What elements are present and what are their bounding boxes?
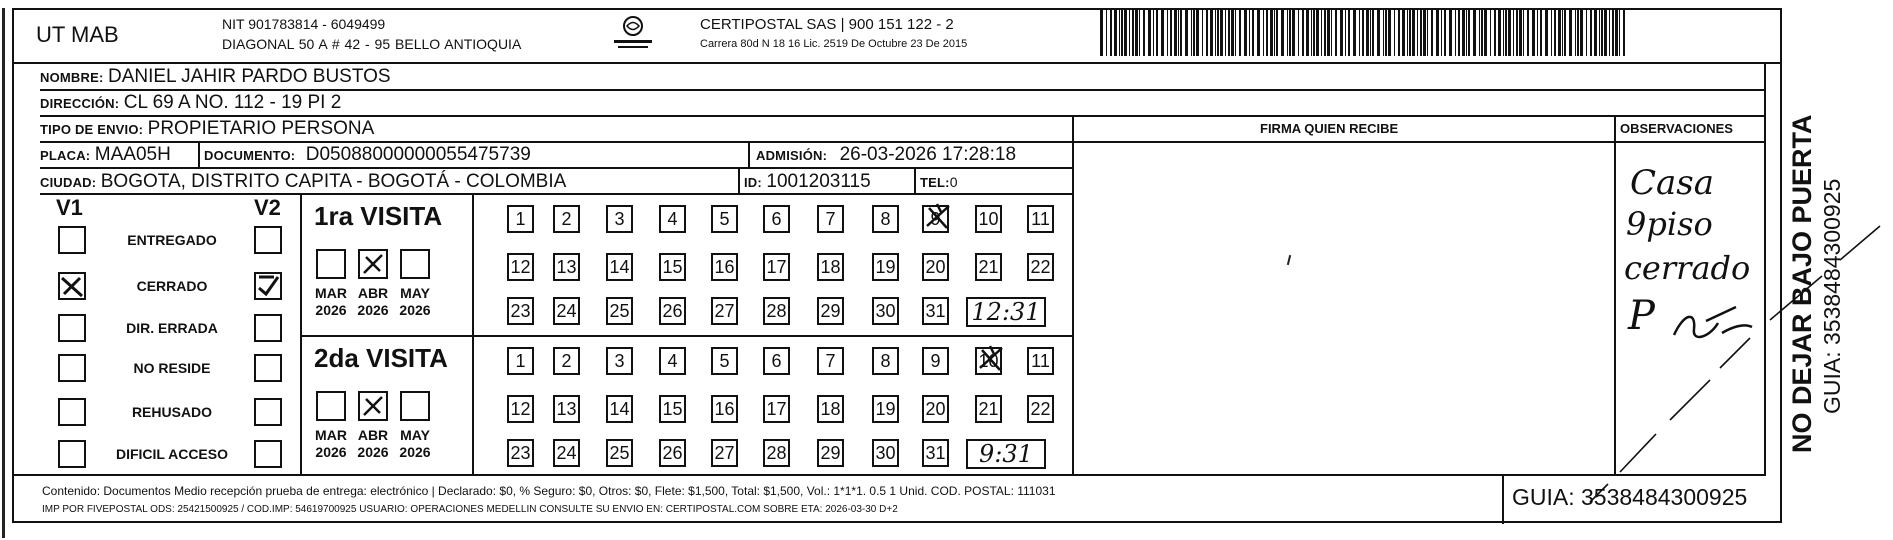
footer-imp: IMP POR FIVEPOSTAL ODS: 25421500925 / COD.IMP: 54619700925 USUARIO: OPERACIONES MEDELLIN CONSULTE SU ENVIO EN: CERTIPOSTAL.COM SOBRE ETA: 2026-03-30 D+2 xyxy=(42,504,898,515)
day-box[interactable]: 2 xyxy=(553,205,580,233)
month-label xyxy=(392,427,438,461)
footer-contents: Contenido: Documentos Medio recepción prueba de entrega: electrónico | Declarado: $0, % Seguro: $0, Otros: $0, Flete: $1,500, Total: $1,500, Vol.: 1*1*1. 0.5 1 Unid. COD. POSTAL: 111031 xyxy=(42,484,1056,498)
day-box[interactable]: 26 xyxy=(659,297,686,325)
company-nit: NIT 901783814 - 6049499 xyxy=(222,16,386,32)
signature-area xyxy=(1074,143,1614,474)
day-box[interactable]: 11 xyxy=(1027,347,1054,375)
day-box[interactable]: 31 xyxy=(922,439,949,467)
day-box[interactable]: 30 xyxy=(872,297,899,325)
day-box[interactable]: 21 xyxy=(975,253,1002,281)
tel-row xyxy=(920,174,957,190)
header-divider xyxy=(12,62,1782,64)
left-edge xyxy=(2,8,5,538)
plate-label: PLACA: xyxy=(40,148,91,163)
day-box[interactable]: 15 xyxy=(659,253,686,281)
day-box[interactable]: 22 xyxy=(1027,253,1054,281)
day-box[interactable]: 22 xyxy=(1027,395,1054,423)
cell-divider xyxy=(914,167,916,193)
admission-value: 26-03-2026 17:28:18 xyxy=(839,144,1017,165)
day-box[interactable]: 27 xyxy=(711,297,738,325)
months-right-border xyxy=(472,193,474,474)
month-checkbox[interactable] xyxy=(316,249,346,279)
month-name: MAY xyxy=(400,285,430,301)
type-row xyxy=(40,118,374,140)
id-row xyxy=(744,171,871,193)
month-year: 2026 xyxy=(399,302,431,318)
month-label xyxy=(350,427,396,461)
day-box[interactable]: 4 xyxy=(659,205,686,233)
barcode xyxy=(1100,10,1630,56)
company-name: UT MAB xyxy=(36,22,119,47)
v1-checkbox[interactable] xyxy=(58,440,86,468)
admission-row xyxy=(756,144,1016,166)
day-box[interactable]: 3 xyxy=(606,205,633,233)
month-year: 2026 xyxy=(357,444,389,460)
certipostal-logo xyxy=(608,14,658,52)
status-label: DIFICIL ACCESO xyxy=(115,446,228,462)
day-box[interactable]: 31 xyxy=(922,297,949,325)
observation-line-2: 9piso xyxy=(1626,205,1713,243)
v1-checkbox[interactable] xyxy=(58,226,86,254)
day-box[interactable]: 15 xyxy=(659,395,686,423)
day-box[interactable]: 1 xyxy=(507,347,534,375)
name-value: DANIEL JAHIR PARDO BUSTOS xyxy=(107,66,391,87)
day-box[interactable]: 7 xyxy=(817,347,844,375)
v1-checkbox[interactable] xyxy=(58,314,86,342)
day-box[interactable]: 23 xyxy=(507,297,534,325)
month-label xyxy=(308,285,354,319)
type-value: PROPIETARIO PERSONA xyxy=(147,118,375,139)
visit-divider xyxy=(300,335,1074,337)
day-box[interactable]: 3 xyxy=(606,347,633,375)
time-box[interactable]: 12:31 xyxy=(966,297,1046,327)
day-mark xyxy=(976,344,1006,381)
observations-heading: OBSERVACIONES xyxy=(1620,121,1733,136)
v1-heading: V1 xyxy=(56,195,83,220)
name-label: NOMBRE: xyxy=(40,70,104,85)
cell-divider xyxy=(748,141,750,167)
row-divider xyxy=(40,115,1766,117)
day-box[interactable]: 5 xyxy=(711,205,738,233)
day-box[interactable]: 9 xyxy=(922,205,949,233)
row-divider xyxy=(40,89,1766,91)
day-box[interactable]: 13 xyxy=(553,253,580,281)
v1-checkbox[interactable] xyxy=(58,272,86,300)
day-box[interactable]: 17 xyxy=(763,395,790,423)
day-box[interactable]: 7 xyxy=(817,205,844,233)
day-box[interactable]: 8 xyxy=(872,205,899,233)
document-value: D05088000000055475739 xyxy=(305,144,531,165)
time-box[interactable]: 9:31 xyxy=(966,439,1046,469)
month-checkbox[interactable] xyxy=(400,249,430,279)
document-label: DOCUMENTO: xyxy=(204,148,296,163)
month-checkbox[interactable] xyxy=(358,249,388,279)
day-box[interactable]: 29 xyxy=(817,297,844,325)
month-name: ABR xyxy=(357,285,389,301)
v1-checkbox[interactable] xyxy=(58,398,86,426)
day-box[interactable]: 2 xyxy=(553,347,580,375)
month-label xyxy=(350,285,396,319)
day-box[interactable]: 16 xyxy=(711,253,738,281)
visit-title: 1ra VISITA xyxy=(314,201,443,231)
day-box[interactable]: 19 xyxy=(872,253,899,281)
day-box[interactable]: 9 xyxy=(922,347,949,375)
tel-label: TEL: xyxy=(920,175,950,190)
day-box[interactable]: 21 xyxy=(975,395,1002,423)
day-box[interactable]: 20 xyxy=(922,253,949,281)
tel-value: 0 xyxy=(949,174,958,190)
plate-value: MAA05H xyxy=(94,144,171,165)
day-box[interactable]: 4 xyxy=(659,347,686,375)
name-row xyxy=(40,66,391,88)
day-box[interactable]: 25 xyxy=(606,439,633,467)
month-checkbox[interactable] xyxy=(316,391,346,421)
footer-cell-divider xyxy=(1502,474,1504,524)
day-box[interactable]: 10 xyxy=(975,205,1002,233)
admission-label: ADMISIÓN: xyxy=(756,148,828,163)
status-label: REHUSADO xyxy=(131,404,213,420)
month-year: 2026 xyxy=(399,444,431,460)
month-year: 2026 xyxy=(315,444,347,460)
observation-line-4: P xyxy=(1628,293,1655,339)
row-divider xyxy=(40,167,1074,169)
status-label: ENTREGADO xyxy=(127,232,217,248)
day-box[interactable]: 29 xyxy=(817,439,844,467)
day-box[interactable]: 24 xyxy=(553,297,580,325)
day-box[interactable]: 19 xyxy=(872,395,899,423)
company-address: DIAGONAL 50 A # 42 - 95 BELLO ANTIOQUIA xyxy=(222,36,522,52)
month-name: ABR xyxy=(357,427,389,443)
day-box[interactable]: 27 xyxy=(711,439,738,467)
month-label xyxy=(308,427,354,461)
day-mark xyxy=(923,202,953,239)
plate-row xyxy=(40,144,171,166)
id-label: ID: xyxy=(744,175,762,190)
day-box[interactable]: 6 xyxy=(763,347,790,375)
day-box[interactable]: 17 xyxy=(763,253,790,281)
month-name: MAR xyxy=(315,427,347,443)
day-box[interactable]: 18 xyxy=(817,395,844,423)
signature-mark xyxy=(1287,255,1291,265)
v2-checkbox[interactable] xyxy=(254,398,282,426)
day-box[interactable]: 30 xyxy=(872,439,899,467)
day-box[interactable]: 23 xyxy=(507,439,534,467)
status-label: NO RESIDE xyxy=(133,360,211,376)
carrier-name: CERTIPOSTAL SAS | 900 151 122 - 2 xyxy=(700,16,954,33)
v2-checkbox[interactable] xyxy=(254,272,282,300)
month-year: 2026 xyxy=(315,302,347,318)
observation-line-3: cerrado xyxy=(1624,249,1751,287)
address-label: DIRECCIÓN: xyxy=(40,96,120,111)
day-box[interactable]: 12 xyxy=(507,253,534,281)
day-box[interactable]: 25 xyxy=(606,297,633,325)
address-row xyxy=(40,92,341,114)
day-box[interactable]: 28 xyxy=(763,439,790,467)
day-box[interactable]: 14 xyxy=(606,395,633,423)
v2-heading: V2 xyxy=(254,195,281,220)
day-box[interactable]: 8 xyxy=(872,347,899,375)
visit-title: 2da VISITA xyxy=(314,343,448,373)
day-box[interactable]: 20 xyxy=(922,395,949,423)
month-checkbox[interactable] xyxy=(400,391,430,421)
side-guia: GUIA: 3538484300925 xyxy=(1819,178,1845,414)
day-box[interactable]: 6 xyxy=(763,205,790,233)
day-box[interactable]: 16 xyxy=(711,395,738,423)
observation-line-1: Casa xyxy=(1630,163,1715,203)
month-checkbox[interactable] xyxy=(358,391,388,421)
v2-checkbox[interactable] xyxy=(254,354,282,382)
type-label: TIPO DE ENVIO: xyxy=(40,122,144,137)
id-value: 1001203115 xyxy=(766,171,871,192)
day-box[interactable]: 10 xyxy=(975,347,1002,375)
city-label: CIUDAD: xyxy=(40,175,97,190)
cell-divider xyxy=(198,141,200,167)
day-box[interactable]: 11 xyxy=(1027,205,1054,233)
month-year: 2026 xyxy=(357,302,389,318)
v2-checkbox[interactable] xyxy=(254,226,282,254)
status-right-border xyxy=(300,193,302,474)
day-box[interactable]: 13 xyxy=(553,395,580,423)
day-box[interactable]: 28 xyxy=(763,297,790,325)
footer-guia: GUIA: 3538484300925 xyxy=(1512,484,1748,510)
day-box[interactable]: 5 xyxy=(711,347,738,375)
day-box[interactable]: 26 xyxy=(659,439,686,467)
day-box[interactable]: 14 xyxy=(606,253,633,281)
city-row xyxy=(40,171,566,193)
day-box[interactable]: 1 xyxy=(507,205,534,233)
row-divider xyxy=(40,193,1074,195)
month-name: MAR xyxy=(315,285,347,301)
v2-checkbox[interactable] xyxy=(254,314,282,342)
month-name: MAY xyxy=(400,427,430,443)
v1-checkbox[interactable] xyxy=(58,354,86,382)
document-row xyxy=(204,144,531,166)
carrier-license: Carrera 80d N 18 16 Lic. 2519 De Octubre 23 De 2015 xyxy=(700,38,968,50)
day-box[interactable]: 12 xyxy=(507,395,534,423)
side-warning: NO DEJAR BAJO PUERTA xyxy=(1787,114,1817,453)
day-box[interactable]: 18 xyxy=(817,253,844,281)
address-value: CL 69 A NO. 112 - 19 PI 2 xyxy=(123,92,342,113)
month-label xyxy=(392,285,438,319)
cell-divider xyxy=(738,167,740,193)
status-label: DIR. ERRADA xyxy=(126,320,218,336)
city-value: BOGOTA, DISTRITO CAPITA - BOGOTÁ - COLOMBIA xyxy=(100,171,567,192)
status-label: CERRADO xyxy=(136,278,208,294)
day-box[interactable]: 24 xyxy=(553,439,580,467)
v2-checkbox[interactable] xyxy=(254,440,282,468)
signature-heading: FIRMA QUIEN RECIBE xyxy=(1260,121,1399,136)
